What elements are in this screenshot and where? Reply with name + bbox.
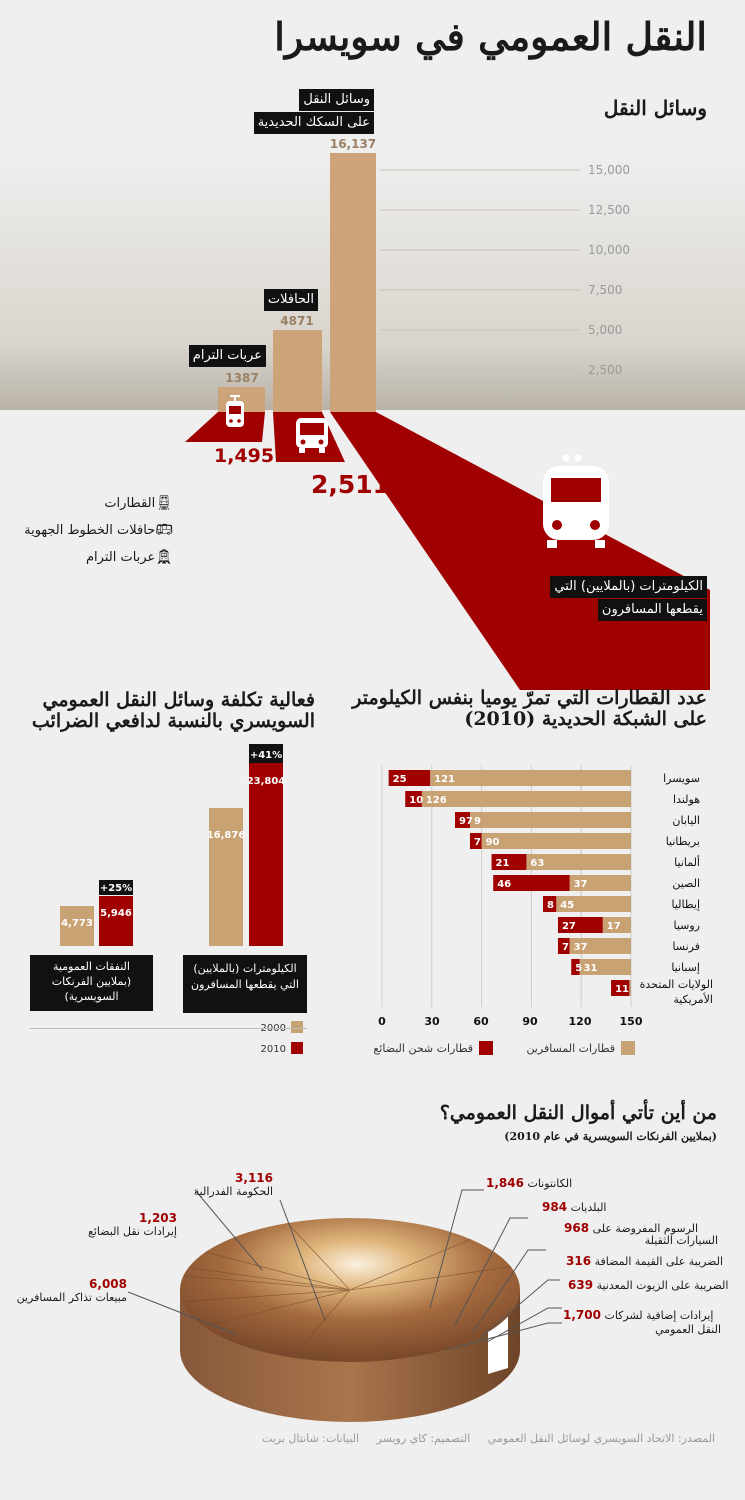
pie-label-value: 1,700 [563,1308,601,1322]
train-icon [543,455,609,549]
passenger-bar-label: 31 [583,963,598,974]
tram-count-label: 1387 [225,371,259,385]
freight-bar-label: 8 [547,900,554,911]
freight-bar-label: 97 [459,816,473,827]
legend-label: عربات الترام [86,550,156,565]
km-2000-bar [209,808,243,946]
cost-chart-title [32,690,315,732]
cost-chart-title-line2: السويسري بالنسبة لدافعي الضرائب [31,710,315,732]
legend-item [24,517,173,544]
passenger-bar [629,980,631,996]
rail-name-line2: على السكك الحديدية [254,112,374,134]
passenger-bar-label: 121 [434,774,456,785]
caption-line: الكيلومترات (بالملايين) [193,962,297,975]
pie-label-text: الضريبة على القيمة المضافة [594,1255,724,1268]
train-icon: 🚆︎ [155,495,173,511]
pie-label-value: 3,116 [235,1171,273,1185]
tram-icon: 🚊︎ [155,549,173,565]
pie-title: من أين تأتي أموال النقل العمومي؟ [439,1102,717,1124]
freight-bar-label: 7 [561,942,569,953]
country-label: فرنسا [672,940,700,953]
freight-bar-label: 46 [497,879,512,890]
y-tick-label: 2,500 [588,363,623,377]
km-2010-label: 23,804 [246,776,286,787]
pie-label-value: 639 [568,1278,594,1292]
x-tick-label: 0 [378,1015,386,1028]
country-label: سويسرا [663,772,700,785]
km-caption-line2: يقطعها المسافرون [598,599,707,621]
y-tick-label: 10,000 [588,243,630,257]
freight-bar-label: 11 [615,984,630,995]
top-legend [24,490,173,571]
pie-label-value: 6,008 [89,1277,127,1291]
pie-label-cantons [486,1176,572,1190]
rail-name-label [254,88,374,134]
freight-bar-label: 25 [392,774,407,785]
public-spending-2010-label: 5,946 [100,908,132,919]
country-label: الولايات المتحدة [639,978,713,991]
legend-label: القطارات [104,496,156,511]
caption-line: السويسرية) [64,990,119,1003]
pie-label-value: 984 [542,1200,568,1214]
legend-freight-swatch [479,1041,493,1055]
country-label: الصين [672,877,700,890]
pie-label-text: إيرادات إضافية لشركات [604,1309,714,1322]
pie-label-text: النقل العمومي [655,1323,721,1336]
country-label: الأمريكية [673,993,713,1006]
country-label: بريطانيا [665,835,700,848]
pie-label-text: مبيعات تذاكر المسافرين [16,1291,127,1304]
passenger-bar-label: 37 [573,879,588,890]
bus-km-label: 2,511 [311,470,391,499]
x-tick-label: 120 [568,1015,592,1028]
pie-label-communes [542,1200,606,1214]
legend-2000-swatch [291,1021,303,1033]
legend-item [24,490,173,517]
x-tick-label: 30 [424,1015,440,1028]
y-tick-label: 12,500 [588,203,630,217]
change-41-label: +41% [249,750,283,761]
rail-count-label: 16,137 [329,137,377,151]
freight-bar-label: 21 [495,858,510,869]
tram-name-label: عربات الترام [189,345,266,367]
bus-name-label: الحافلات [264,289,318,311]
y-tick-label: 5,000 [588,323,623,337]
legend-2010-label: 2010 [260,1044,286,1055]
country-label: إيطاليا [671,898,700,911]
cost-chart-title-line1: فعالية تكلفة وسائل النقل العمومي [42,689,315,711]
passenger-bar [470,812,631,828]
change-25-label: +25% [99,883,133,894]
country-label: اليابان [672,814,700,827]
bus-count-bar [273,330,322,412]
passenger-bar-label: 63 [530,858,545,869]
legend-passenger-label: قطارات المسافرين [526,1042,615,1055]
y-tick-label: 15,000 [588,163,630,177]
passenger-bar [422,791,631,807]
freight-bar-label: 27 [561,921,576,932]
pie-label-value: 1,846 [486,1176,524,1190]
footer-design: التصميم: كاي رويسر [376,1432,471,1445]
legend-2000-label: 2000 [260,1023,286,1034]
x-tick-label: 150 [619,1015,643,1028]
passenger-bar-label: 45 [560,900,575,911]
pie-label-value: 1,203 [139,1211,177,1225]
public-spending-caption [30,955,153,1011]
pie-subtitle: (بملايين الفرنكات السويسرية في عام 2010) [504,1130,717,1143]
passenger-bar-label: 9 [473,816,481,827]
trains-chart [355,755,745,1065]
pie-label-text: الحكومة الفدرالية [193,1185,273,1198]
footer-data: البيانات: شانتال بريت [261,1432,360,1445]
bus-icon [296,418,328,453]
pie-label-text: الرسوم المفروضة على [592,1222,699,1235]
x-tick-label: 90 [522,1015,538,1028]
pie-label-mineral-oil [568,1278,728,1292]
country-label: روسيا [673,919,700,932]
legend-2010-swatch [291,1042,303,1054]
pie-label-tickets [17,1277,127,1305]
legend-item [24,544,173,571]
km-caption [550,575,707,621]
caption-line: (بملايين الفرنكات [51,975,132,988]
passenger-bar-label: 126 [425,795,447,806]
passenger-bar-label: 37 [573,942,588,953]
legend-passenger-swatch [621,1041,635,1055]
public-spending-2010-bar [99,896,133,946]
freight-bar-label: 5 [575,963,583,974]
legend-label: حافلات الخطوط الجهوية [24,523,156,538]
transport-heading: وسائل النقل [603,96,707,120]
bus-count-label: 4871 [280,314,314,328]
trains-chart-title-line1: عدد القطارات التي تمرّ يوميا بنفس الكيلومتر [352,687,707,709]
pie-label-additional [563,1308,721,1337]
pie-label-freight [88,1211,177,1239]
bus-icon: 🚌︎ [155,522,173,538]
pie-label-text: الضريبة على الزيوت المعدنية [596,1279,729,1292]
caption-line: النفقات العمومية [53,960,130,973]
pie-label-value: 968 [564,1221,590,1235]
pie-label-vat [566,1254,723,1268]
cost-chart [0,740,330,1070]
y-tick-label: 7,500 [588,283,623,297]
footer [262,1432,715,1445]
country-label: هولندا [673,793,700,806]
pie-label-text: البلديات [570,1201,607,1214]
pie-label-federal [194,1171,273,1199]
cost-chart-divider [30,1028,307,1029]
km-2000-label: 16,876 [206,830,246,841]
page-title: النقل العمومي في سويسرا [274,14,707,59]
public-spending-2000-label: 4,773 [61,918,93,929]
passenger-bar-label: 90 [485,837,500,848]
passenger-bar [482,833,631,849]
freight-bar-label: 7 [473,837,481,848]
rail-count-bar [330,153,376,412]
pie-label-text: الكانتونات [527,1177,573,1190]
trains-chart-title-line2: على الشبكة الحديدية (2010) [464,708,707,730]
km-caption-box [183,955,307,1013]
tram-km-label: 1,495 [214,445,275,467]
passenger-bar-label: 17 [606,921,621,932]
pie-label-text: السيارات الثقيلة [644,1234,718,1247]
footer-source: المصدر: الاتحاد السويسري لوسائل النقل العمومي [487,1432,715,1445]
pie-label-trucks [564,1222,718,1247]
rail-name-line1: وسائل النقل [299,89,374,111]
pie-label-text: إيرادات نقل البضائع [87,1225,177,1238]
km-caption-line1: الكيلومترات (بالملايين) التي [550,576,707,598]
freight-bar-label: 10 [409,795,424,806]
legend-freight-label: قطارات شحن البضائع [373,1042,473,1055]
passenger-bar [430,770,631,786]
country-label: إسبانيا [671,961,700,974]
tram-km-wedge [185,412,265,442]
caption-line: التي يقطعها المسافرون [191,978,299,991]
trains-chart-title [352,688,707,730]
x-tick-label: 60 [473,1015,489,1028]
rail-km-label: 19,177 [566,630,709,673]
pie-label-value: 316 [566,1254,592,1268]
country-label: ألمانيا [674,856,700,869]
